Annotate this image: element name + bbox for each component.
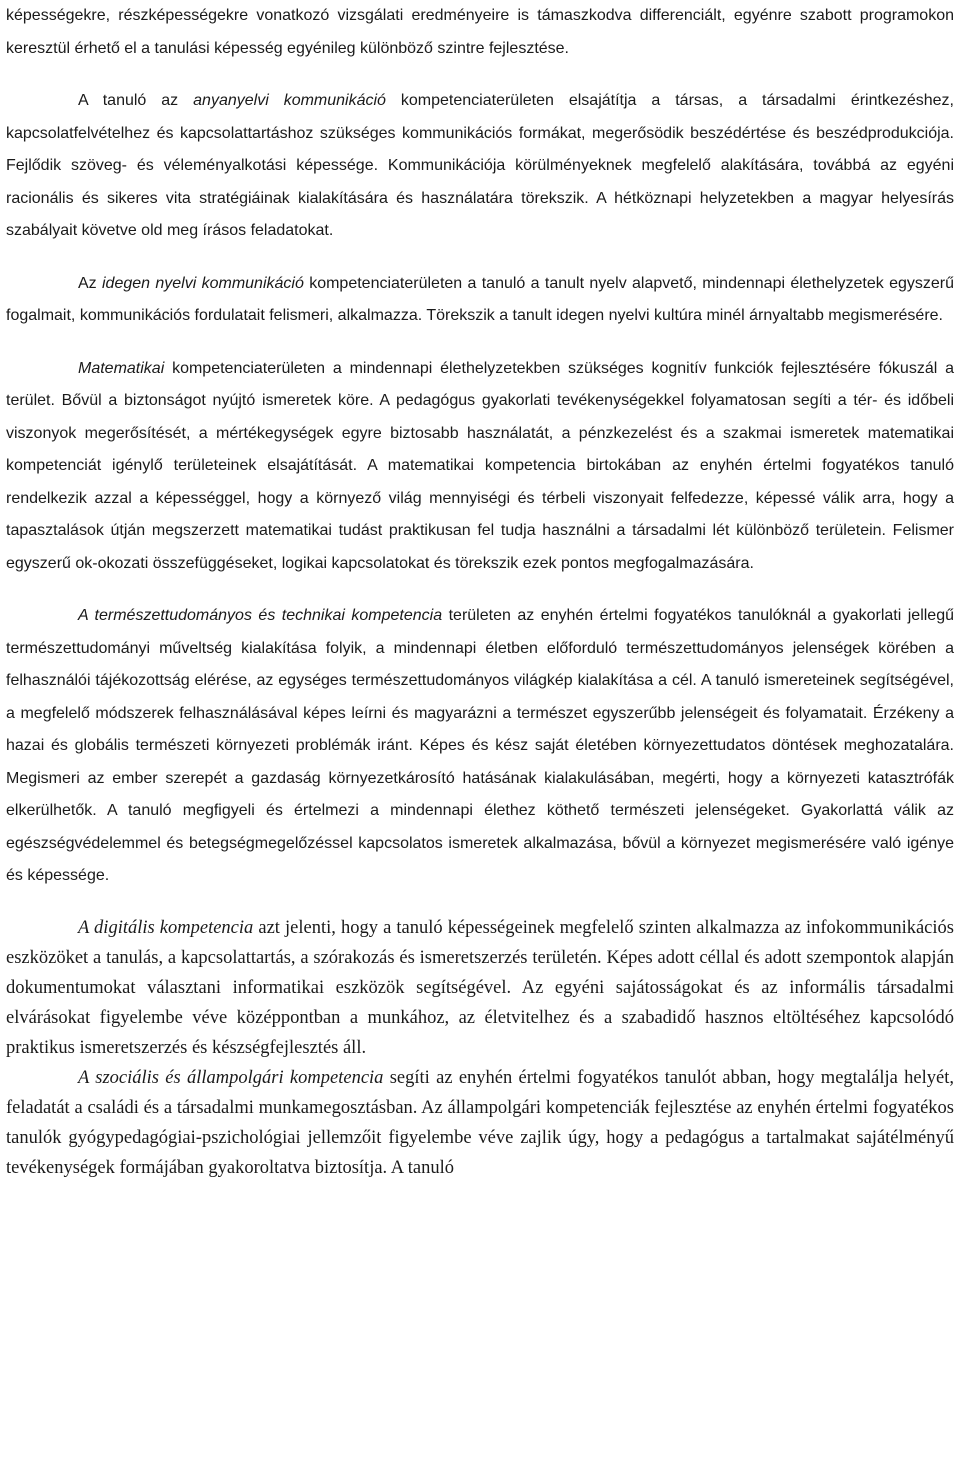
competence-term: anyanyelvi kommunikáció (193, 92, 386, 109)
competence-term: idegen nyelvi kommunikáció (102, 274, 304, 292)
paragraph-social-civic (6, 1063, 954, 1183)
paragraph-text: képességekre, részképességekre vonatkozó vizsgálati eredményeire is támaszkodva differenciált, egyénre szabott programokon keresztül érhető el a tanulási képesség egyénileg különböző szintre fejlesztése. (6, 7, 954, 57)
paragraph-text: kompetenciaterületen a mindennapi élethelyzetekben szükséges kognitív funkciók fejlesztésére fókuszál a terület. Bővül a biztonságot nyújtó ismeretek köre. A pedagógus gyakorlati tevékenységekkel folyamatosan segíti a tér- és időbeli viszonyok megerősítését, a mértékegységek egyre biztosabb használatát, a pénzkezelést és a szakmai ismeretek matematikai kompetenciát igénylő területeinek elsajátítását. A matematikai kompetencia birtokában az enyhén értelmi fogyatékos tanuló rendelkezik azzal a képességgel, hogy a környező világ mennyiségi és térbeli viszonyait felfedezze, képessé válik arra, hogy a tapasztalások útján megszerzett matematikai tudást praktikusan fel tudja használni a társadalmi lét különböző területein. Felismer egyszerű ok-okozati összefüggéseket, logikai kapcsolatokat és törekszik ezek pontos megfogalmazására. (6, 359, 954, 572)
competence-term: Matematikai (78, 359, 165, 377)
paragraph-digital (6, 913, 954, 1063)
paragraph-text: Az (78, 274, 102, 292)
paragraph-foreign-language (6, 268, 954, 333)
competence-term: A szociális és állampolgári kompetencia (78, 1067, 384, 1088)
paragraph-learning-ability (6, 0, 954, 65)
paragraph-text: azt jelenti, hogy a tanuló képességeinek megfelelő szinten alkalmazza az infokommunikációs eszközöket a tanulás, a kapcsolattartás, a szórakozás és ismeretszerzés területén. Képes adott céllal és adott szempontok alapján dokumentumokat választani informatikai eszközök segítségével. Az egyéni sajátosságokat és az informális társadalmi elvárásokat figyelembe véve középpontban a munkához, az életvitelhez és a szabadidő hasznos eltöltéséhez kapcsolódó praktikus ismeretszerzés és készségfejlesztés áll. (6, 917, 954, 1058)
paragraph-text: kompetenciaterületen elsajátítja a társas, a társadalmi érintkezéshez, kapcsolatfelvételhez és kapcsolattartáshoz szükséges kommunikációs formákat, megerősödik beszédértése és beszédprodukciója. Fejlődik szöveg- és véleményalkotási képessége. Kommunikációja körülményeknek megfelelő alakítására, továbbá az egyéni racionális és sikeres vita stratégiáinak kialakítására és használatára törekszik. A hétköznapi helyzetekben a magyar helyesírás szabályait követve old meg írásos feladatokat. (6, 92, 954, 239)
competence-term: A digitális kompetencia (78, 917, 254, 938)
paragraph-text: segíti az enyhén értelmi fogyatékos tanulót abban, hogy megtalálja helyét, feladatát a családi és a társadalmi munkamegosztásban. Az állampolgári kompetenciák fejlesztése az enyhén értelmi fogyatékos tanulók gyógypedagógiai-pszichológiai jellemzőit figyelembe véve zajlik úgy, hogy a pedagógus a tartalmakat sajátélményű tevékenységek formájában gyakoroltatva biztosítja. A tanuló (6, 1067, 954, 1178)
paragraph-native-language (6, 85, 954, 248)
paragraph-text: területen az enyhén értelmi fogyatékos tanulóknál a gyakorlati jellegű természettudományi műveltség kialakítása folyik, a mindennapi életben előforduló természettudományos jelenségek körében a felhasználói tájékozottság elérése, az egységes természettudományos világkép kialakítása a cél. A tanuló ismereteinek segítségével, a megfelelő módszerek felhasználásával képes leírni és magyarázni a természet egyszerűbb jelenségeit és folyamatait. Érzékeny a hazai és globális természeti környezeti problémák iránt. Képes és kész saját életében környezettudatos döntések meghozatalára. Megismeri az ember szerepét a gazdaság környezetkárosító hatásának kialakulásában, megérti, hogy a környezeti katasztrófák elkerülhetők. A tanuló megfigyeli és értelmezi a mindennapi élethez köthető természeti jelenségeket. Gyakorlattá válik az egészségvédelemmel és betegségmegelőzéssel kapcsolatos ismeretek alkalmazása, bővül a környezet megismerésére való igénye és képessége. (6, 607, 955, 884)
paragraph-text: A tanuló az (78, 92, 194, 109)
paragraph-mathematics (6, 353, 954, 581)
document-page (6, 0, 954, 1183)
paragraph-text: kompetenciaterületen a tanuló a tanult nyelv alapvető, mindennapi élethelyzetek egyszerű fogalmait, kommunikációs fordulatait felismeri, alkalmazza. Törekszik a tanult idegen nyelvi kultúra minél árnyaltabb megismerésére. (6, 274, 954, 324)
paragraph-natural-science (6, 600, 954, 893)
competence-term: A természettudományos és technikai kompetencia (78, 607, 443, 624)
